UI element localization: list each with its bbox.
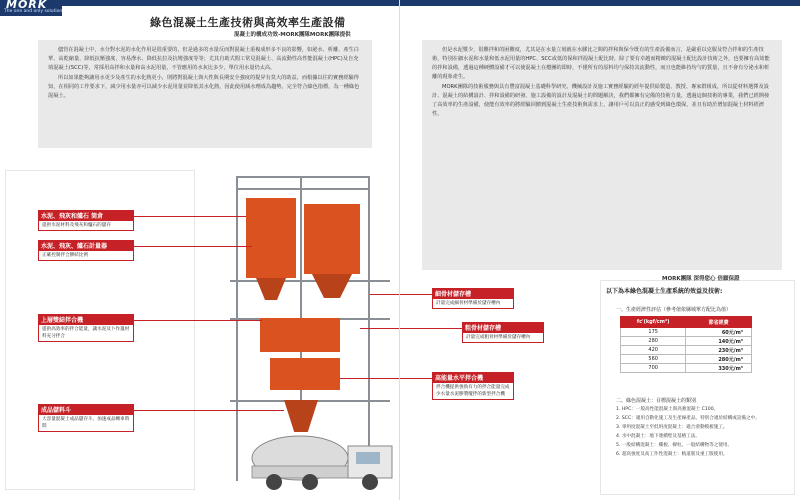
intro-paragraph-1: 儘管在混凝土中，水分對水泥的水化作用是很重要的，但是過多的水量反而對混凝土重複成形多不良的影響，如泌水、析離、產生白華、高乾縮量、降低抗壓強度、容易滲水、降低抗拉及抗彎強度等等；尤其自助式閒工常見混凝土、高流動性高性能混凝土(HPC)及自充填混凝土(SCC)等，常採用高拌和水量和高水泥用量，不管應用的水灰比多少，單位用水量仍太高。: [48, 47, 359, 71]
page-subtitle: 混凝土的構成功效-MORK團隊MORK團隊提供: [234, 32, 351, 38]
callout-body: 提供水泥材料及飛灰和爐石的儲存: [38, 221, 134, 231]
table-row: [621, 355, 752, 364]
mixer-truck-icon: [230, 426, 410, 492]
team-signature: MORK團隊 深得您心 倍願保證: [662, 276, 740, 282]
table-row: [621, 337, 752, 346]
list-item: 1. HPC：一般高性能混凝土與高強混凝土 C100。: [616, 407, 719, 412]
strength-cell: 175: [621, 328, 686, 337]
page-title: 綠色混凝土生產技術與高效率生產設備: [150, 16, 346, 29]
list-item: 5. 一般結構混凝土：樓板、樑柱、一般結構物等之使用。: [616, 443, 733, 448]
strength-cell: 280: [621, 337, 686, 346]
callout-body: 計量完成細骨材準備於儲存槽內: [432, 299, 514, 309]
right-text-box: [422, 40, 782, 270]
saving-cell: 280元/m³: [686, 355, 752, 364]
callout-body: 正確控制拌合膠結比例: [38, 251, 134, 261]
table-row: [621, 328, 752, 337]
saving-cell: 140元/m³: [686, 337, 752, 346]
intro-paragraph-2: 所以如果能夠讓用水更少及產生的水化熱更小，則將對混凝土與大性與長期安全強度的提昇有莫大的助益，而根據以往的實務經驗得知，在相同的工作要求下，減少用水量亦可以減少水泥用量並降低其水化熱，因此使用減水劑成為趨勢，完全符合綠色指標，為一種綠色混凝土。: [48, 75, 360, 99]
leader-line: [134, 216, 246, 217]
callout-upper-mixer: [38, 314, 134, 342]
table-header: fc'(kgf/cm²): [621, 317, 686, 328]
callout-cement-meter: [38, 240, 134, 261]
concrete-types-heading: 二、綠色混凝土：目標混凝土的類別: [616, 398, 697, 404]
callout-title: 成品儲料斗: [38, 404, 134, 415]
list-item: 3. 零坍度混凝土至低坍度混凝土：適合滑動模板施工。: [616, 425, 728, 430]
silo-hopper: [312, 274, 352, 298]
leader-line: [134, 410, 284, 411]
callout-title: 粗骨材儲存槽: [462, 322, 544, 333]
list-item: 4. 水中混凝土：地下連續壁及基樁工法。: [616, 434, 700, 439]
silo-hopper: [256, 278, 286, 300]
saving-cell: 330元/m³: [686, 364, 752, 373]
cost-savings-table: [620, 316, 752, 373]
aggregate-silo: [304, 204, 360, 274]
callout-body: 大容量混凝土成品儲存斗，加速成品轉車時間: [38, 415, 134, 432]
callout-title: 細骨材儲存槽: [432, 288, 514, 299]
frame-beam: [236, 176, 370, 178]
right-page: [400, 0, 800, 500]
table-row: [621, 364, 752, 373]
strength-cell: 560: [621, 355, 686, 364]
right-paragraph-2: MORK團隊的技術服務與具有豐富混凝土基礎科學研究、機械設計及施工實務經驗的經年提供給製造、教授、專家群組成，所以從材料選擇及設計、混凝土的結構設計、拌和設備的研發、施工設備的設計及混凝土的問題解決，我們都擁有完備的技術力量，透過這個技術的專業，我們已經開發了高效率的生產設備，使能有效率的將經驗回饋到混凝土生產技術與需求上，讓用戶可以真正的感受到綠色環保，並且有助於增加混凝土材料經濟性。: [432, 84, 770, 117]
callout-body: 計量完成粗骨材準備於儲存槽內: [462, 333, 544, 343]
benefits-section-title: 以下為本綠色混凝土生產系統的效益及技術:: [606, 288, 723, 295]
saving-cell: 60元/m³: [686, 328, 752, 337]
list-item: 2. SCC：適用自動化施工及生產線產品。特別合適於結構或設備之中。: [616, 416, 760, 421]
leader-line: [134, 320, 262, 321]
callout-product-hopper: [38, 404, 134, 432]
twin-shaft-mixer: [260, 318, 340, 352]
callout-cement-silo: [38, 210, 134, 231]
saving-cell: 230元/m³: [686, 346, 752, 355]
page-divider: [399, 0, 400, 500]
frame-beam: [236, 188, 370, 190]
concrete-types-list: [616, 405, 796, 459]
callout-title: 高能量水平拌合機: [432, 372, 514, 383]
strength-cell: 700: [621, 364, 686, 373]
callout-title: 水泥、飛灰、爐石計量器: [38, 240, 134, 251]
callout-body: 提供高效率的拌合能量，讓水泥及卜作嵐材料充分拌合: [38, 325, 134, 342]
table-row: [621, 346, 752, 355]
callout-body: 拌合機提供強勁有力的拌合能量完成少水量水泥膠漿攪拌的新型拌合機: [432, 383, 514, 400]
leader-line: [134, 246, 252, 247]
callout-title: 水泥、飛灰和爐石 筒倉: [38, 210, 134, 221]
table-header: 節省經費: [686, 317, 752, 328]
logo-mark: MORK: [6, 0, 48, 11]
frame-beam: [230, 280, 390, 282]
intro-text-box: [38, 40, 372, 148]
right-paragraph-1: 但是水泥漿少，很難拌和的困難度，尤其是在水量立刻就在水膠比之間的拌和與保今既有的生產設備而言，是嚴重以克服及符合拌和的生產技術，特別在細水泥和水量和低水泥用量的HPC、SCC或低的保和拌混凝土配比時，除了要有卓越而精緻的混凝土配比設計技術之外，也要擁有高效能的拌和設備，透過這種硬體設備才可以使混凝土在攪團的即時，不僅所有的原料均勻保持其流動性，而且也能維持均勻的質量，且不會有分泌水和析離的現象產生。: [432, 47, 770, 80]
list-item: 6. 超高強度及高工作性混凝土：軌道版及重工版使用。: [616, 452, 728, 457]
economic-evaluation-heading: 一、生產經濟性評估（參考值依縣城單方配比為值）: [616, 307, 732, 313]
horizontal-mixer: [270, 358, 340, 390]
strength-cell: 420: [621, 346, 686, 355]
callout-title: 上層雙結拌合機: [38, 314, 134, 325]
cement-silo: [246, 198, 296, 278]
logo-tagline: The one and only solution: [4, 9, 63, 14]
